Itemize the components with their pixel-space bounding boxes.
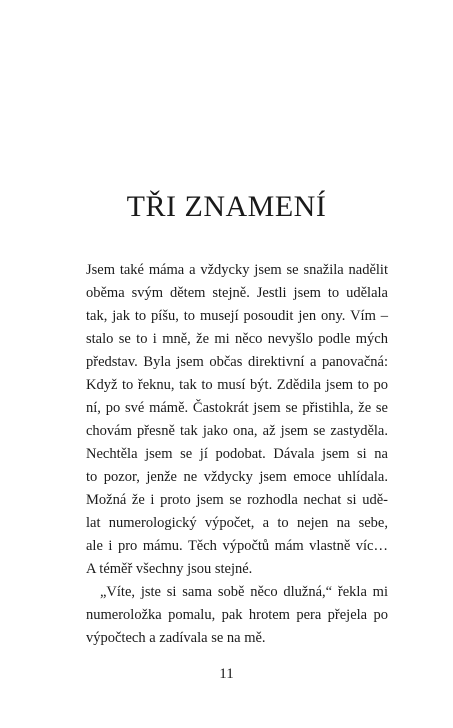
text-line: to pozor, jenže ne vždycky jsem emoce uhlídala. (86, 469, 388, 485)
text-line: chovám přesně tak jako ona, až jsem se zastyděla. (86, 423, 388, 439)
body-text (86, 259, 388, 650)
text-line: „Víte, jste si sama sobě něco dlužná,“ řekla mi (100, 584, 388, 600)
text-line: A téměř všechny jsou stejné. (86, 561, 253, 577)
text-line: numeroložka pomalu, pak hrotem pera přejela po (86, 607, 388, 623)
text-line: výpočtech a zadívala se na mě. (86, 630, 266, 646)
paragraph-2 (86, 581, 388, 650)
page-number: 11 (219, 666, 234, 682)
text-line: ní, po své mámě. Častokrát jsem se přistihla, že se (86, 400, 388, 416)
paragraph-1 (86, 259, 388, 581)
text-line: Jsem také máma a vždycky jsem se snažila nadělit (86, 262, 388, 278)
text-line: oběma svým dětem stejně. Jestli jsem to udělala (86, 285, 388, 301)
text-line: Nechtěla jsem se jí podobat. Dávala jsem si na (86, 446, 388, 462)
text-line: stalo se to i mně, že mi něco nevyšlo podle mých (86, 331, 388, 347)
text-line: ale i pro mámu. Těch výpočtů mám vlastně víc… (86, 538, 388, 554)
text-line: tak, jak to píšu, to musejí posoudit jen ony. Vím – (86, 308, 388, 324)
text-line: představ. Byla jsem občas direktivní a panovačná: (86, 354, 388, 370)
chapter-title: TŘI ZNAMENÍ (126, 190, 327, 223)
text-line: Možná že i proto jsem se rozhodla nechat si udě- (86, 492, 388, 508)
text-line: Když to řeknu, tak to musí být. Zdědila jsem to po (86, 377, 388, 393)
text-line: lat numerologický výpočet, a to nejen na sebe, (86, 515, 388, 531)
